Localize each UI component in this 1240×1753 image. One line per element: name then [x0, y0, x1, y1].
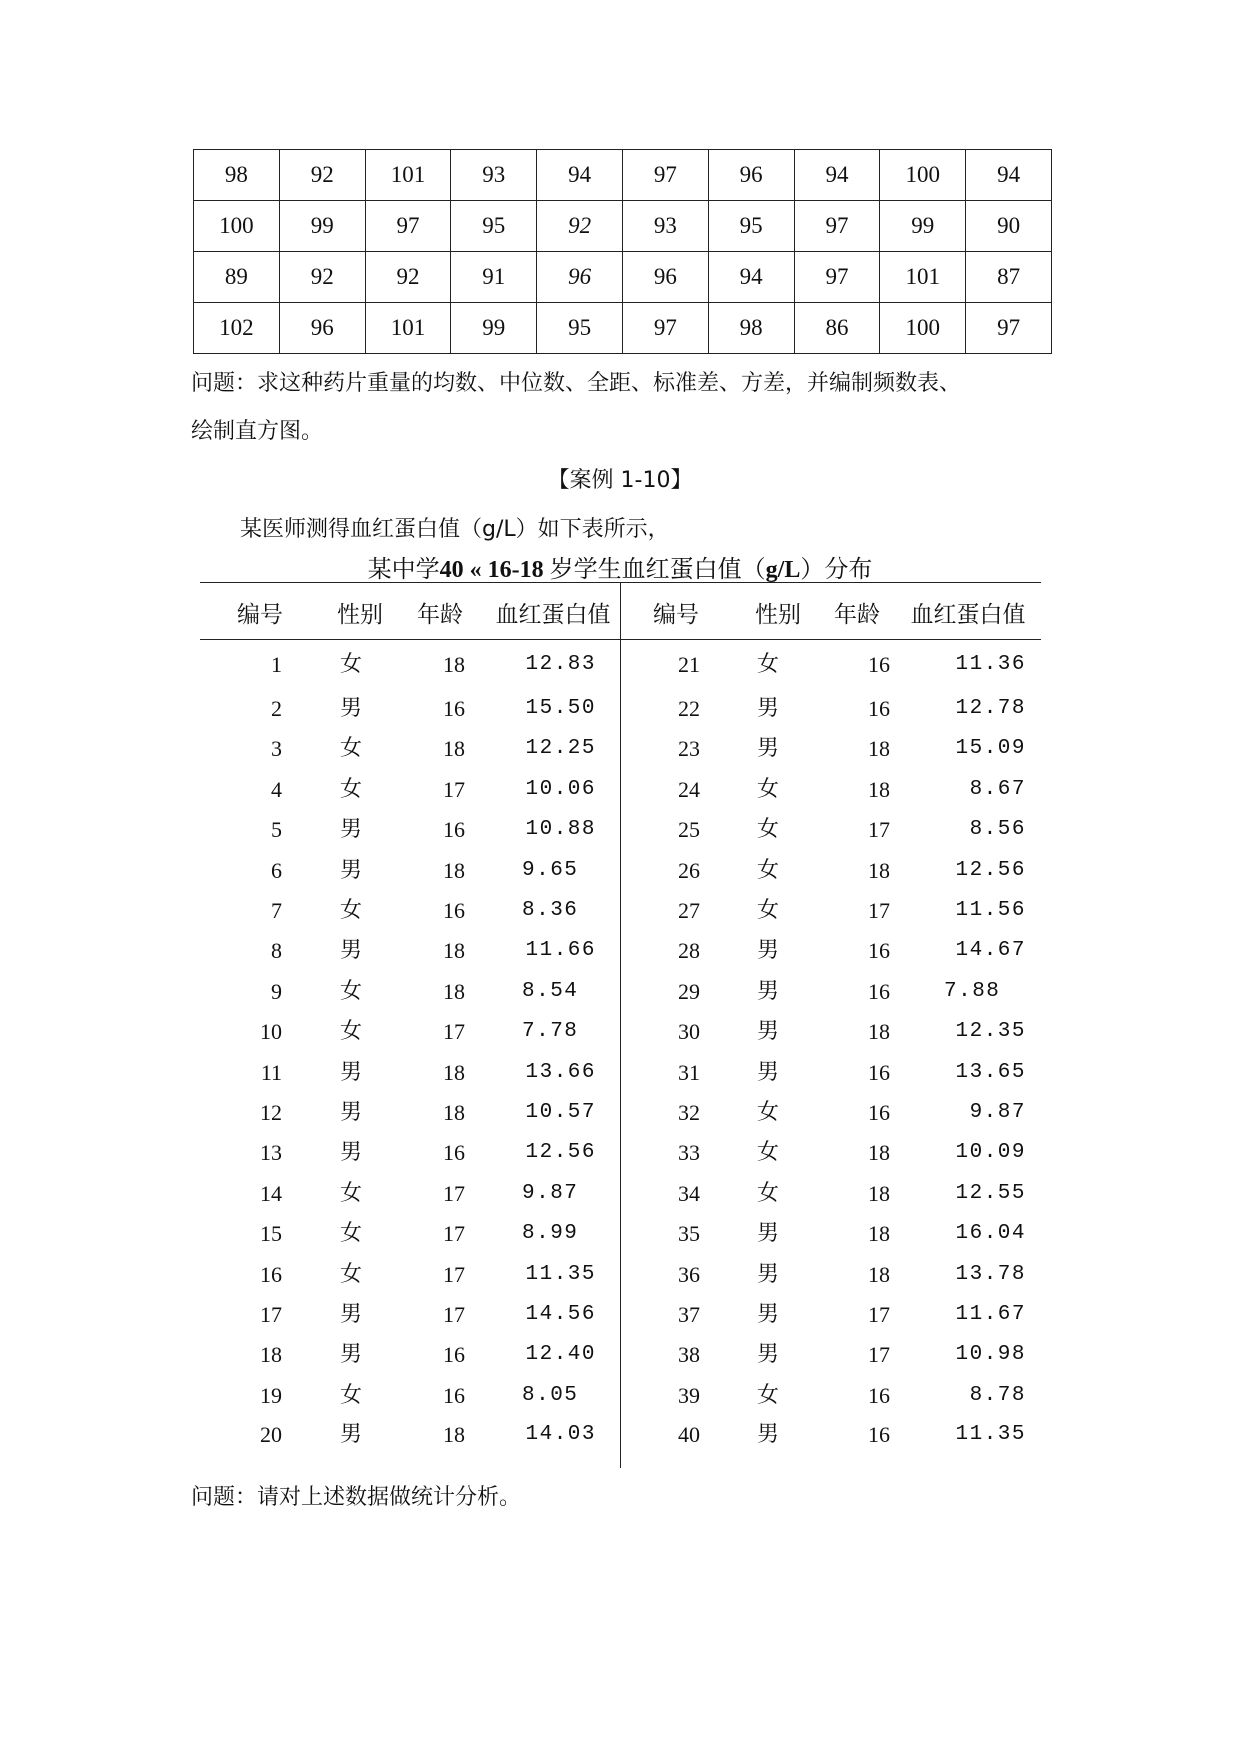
- row-sex: 男: [340, 696, 363, 721]
- row-sex: 男: [757, 1262, 780, 1287]
- question-1-line-2: 绘制直方图。: [191, 419, 324, 444]
- weights-cell: 97: [622, 150, 708, 201]
- row-id: 40: [678, 1422, 700, 1447]
- row-age: 17: [868, 1342, 890, 1367]
- row-id: 33: [678, 1140, 700, 1165]
- row-id: 16: [260, 1262, 282, 1287]
- weights-cell: 100: [194, 201, 280, 252]
- caption-mid: « 16-18: [463, 557, 550, 583]
- row-hemoglobin: 14.56: [525, 1303, 596, 1326]
- row-id: 28: [678, 938, 700, 963]
- row-hemoglobin: 8.54: [522, 980, 579, 1003]
- row-age: 16: [443, 817, 465, 842]
- weights-row: [194, 252, 1052, 303]
- row-hemoglobin: 8.67: [969, 778, 1026, 801]
- row-hemoglobin: 11.35: [525, 1263, 596, 1286]
- row-sex: 男: [757, 1221, 780, 1246]
- row-id: 36: [678, 1262, 700, 1287]
- row-id: 22: [678, 696, 700, 721]
- row-age: 16: [868, 1060, 890, 1085]
- row-age: 18: [868, 736, 890, 761]
- header-id-left: 编号: [237, 602, 283, 628]
- row-age: 17: [443, 1019, 465, 1044]
- row-id: 23: [678, 736, 700, 761]
- weights-cell: 95: [708, 201, 794, 252]
- row-hemoglobin: 8.36: [522, 899, 579, 922]
- row-id: 2: [271, 696, 282, 721]
- row-sex: 女: [757, 1100, 780, 1125]
- row-age: 16: [868, 652, 890, 677]
- row-age: 18: [443, 736, 465, 761]
- row-hemoglobin: 11.67: [955, 1303, 1026, 1326]
- weights-cell: 101: [365, 303, 451, 354]
- row-hemoglobin: 10.57: [525, 1101, 596, 1124]
- row-age: 17: [443, 1302, 465, 1327]
- row-id: 30: [678, 1019, 700, 1044]
- weights-cell: 99: [279, 201, 365, 252]
- row-id: 32: [678, 1100, 700, 1125]
- row-sex: 男: [340, 1060, 363, 1085]
- row-id: 25: [678, 817, 700, 842]
- weights-cell: 94: [708, 252, 794, 303]
- row-id: 9: [271, 979, 282, 1004]
- row-sex: 男: [340, 1100, 363, 1125]
- row-id: 10: [260, 1019, 282, 1044]
- row-hemoglobin: 8.99: [522, 1222, 579, 1245]
- row-age: 18: [868, 1181, 890, 1206]
- row-sex: 女: [757, 898, 780, 923]
- row-age: 16: [443, 898, 465, 923]
- caption-post: 岁学生血红蛋白值（: [549, 557, 766, 583]
- weights-cell: 101: [365, 150, 451, 201]
- row-age: 18: [868, 1019, 890, 1044]
- row-id: 24: [678, 777, 700, 802]
- row-id: 31: [678, 1060, 700, 1085]
- row-age: 17: [443, 1181, 465, 1206]
- row-id: 13: [260, 1140, 282, 1165]
- weights-cell: 97: [365, 201, 451, 252]
- weights-cell: 94: [537, 150, 623, 201]
- row-id: 1: [271, 652, 282, 677]
- row-sex: 男: [757, 1342, 780, 1367]
- row-id: 38: [678, 1342, 700, 1367]
- row-age: 18: [443, 979, 465, 1004]
- weights-cell: 92: [279, 252, 365, 303]
- row-id: 8: [271, 938, 282, 963]
- row-id: 12: [260, 1100, 282, 1125]
- row-id: 17: [260, 1302, 282, 1327]
- row-hemoglobin: 12.56: [955, 859, 1026, 882]
- row-age: 18: [868, 1221, 890, 1246]
- row-age: 16: [443, 1342, 465, 1367]
- row-age: 16: [868, 1100, 890, 1125]
- row-sex: 女: [340, 1262, 363, 1287]
- row-age: 17: [443, 1262, 465, 1287]
- row-hemoglobin: 11.56: [955, 899, 1026, 922]
- row-age: 18: [443, 1100, 465, 1125]
- caption-n: 40: [439, 557, 464, 583]
- row-sex: 男: [340, 817, 363, 842]
- caption-pre: 某中学: [367, 557, 440, 583]
- caption-unit: g/L: [765, 557, 801, 583]
- row-hemoglobin: 14.67: [955, 939, 1026, 962]
- weights-cell: 98: [708, 303, 794, 354]
- row-hemoglobin: 7.78: [522, 1020, 579, 1043]
- row-hemoglobin: 10.09: [955, 1141, 1026, 1164]
- row-sex: 女: [757, 1383, 780, 1408]
- weights-cell: 93: [451, 150, 537, 201]
- weights-cell: 96: [622, 252, 708, 303]
- row-hemoglobin: 12.78: [955, 697, 1026, 720]
- row-age: 17: [443, 777, 465, 802]
- row-id: 27: [678, 898, 700, 923]
- row-sex: 男: [340, 1302, 363, 1327]
- weights-cell: 96: [279, 303, 365, 354]
- weights-cell: 100: [880, 303, 966, 354]
- weights-cell: 97: [622, 303, 708, 354]
- row-sex: 男: [757, 1302, 780, 1327]
- weights-row: [194, 150, 1052, 201]
- weights-cell: 96: [708, 150, 794, 201]
- row-id: 35: [678, 1221, 700, 1246]
- row-age: 18: [868, 1262, 890, 1287]
- weights-cell: 97: [794, 252, 880, 303]
- row-sex: 女: [757, 858, 780, 883]
- row-sex: 女: [340, 1019, 363, 1044]
- row-sex: 男: [340, 1422, 363, 1447]
- weights-cell: 92: [537, 201, 623, 252]
- row-id: 7: [271, 898, 282, 923]
- row-sex: 女: [340, 736, 363, 761]
- row-hemoglobin: 9.65: [522, 859, 579, 882]
- weights-row: [194, 303, 1052, 354]
- weights-cell: 90: [966, 201, 1052, 252]
- row-hemoglobin: 14.03: [525, 1423, 596, 1446]
- row-age: 18: [868, 858, 890, 883]
- row-hemoglobin: 13.66: [525, 1061, 596, 1084]
- row-sex: 女: [340, 1181, 363, 1206]
- weights-cell: 86: [794, 303, 880, 354]
- row-hemoglobin: 9.87: [969, 1101, 1026, 1124]
- row-sex: 女: [340, 652, 363, 677]
- weights-cell: 100: [880, 150, 966, 201]
- row-hemoglobin: 12.83: [525, 653, 596, 676]
- row-age: 18: [443, 858, 465, 883]
- row-sex: 男: [757, 736, 780, 761]
- row-age: 16: [868, 1383, 890, 1408]
- row-hemoglobin: 8.78: [969, 1384, 1026, 1407]
- row-hemoglobin: 12.35: [955, 1020, 1026, 1043]
- header-value-right: 血红蛋白值: [910, 602, 1026, 628]
- row-age: 16: [443, 1383, 465, 1408]
- row-sex: 女: [757, 817, 780, 842]
- row-age: 17: [868, 1302, 890, 1327]
- row-age: 17: [868, 817, 890, 842]
- row-hemoglobin: 10.06: [525, 778, 596, 801]
- weights-cell: 92: [365, 252, 451, 303]
- row-age: 18: [868, 1140, 890, 1165]
- weights-row: [194, 201, 1052, 252]
- row-sex: 男: [757, 938, 780, 963]
- header-age-right: 年龄: [834, 602, 880, 628]
- caption-end: ）分布: [800, 557, 873, 583]
- row-age: 18: [443, 1060, 465, 1085]
- weights-cell: 95: [537, 303, 623, 354]
- row-age: 16: [868, 696, 890, 721]
- row-id: 5: [271, 817, 282, 842]
- row-hemoglobin: 11.36: [955, 653, 1026, 676]
- row-hemoglobin: 8.05: [522, 1384, 579, 1407]
- row-age: 18: [443, 938, 465, 963]
- row-hemoglobin: 10.88: [525, 818, 596, 841]
- row-sex: 男: [757, 1060, 780, 1085]
- row-sex: 女: [757, 777, 780, 802]
- row-id: 15: [260, 1221, 282, 1246]
- weights-cell: 102: [194, 303, 280, 354]
- row-sex: 男: [340, 938, 363, 963]
- weights-cell: 96: [537, 252, 623, 303]
- row-hemoglobin: 9.87: [522, 1182, 579, 1205]
- row-id: 20: [260, 1422, 282, 1447]
- row-id: 4: [271, 777, 282, 802]
- row-id: 18: [260, 1342, 282, 1367]
- header-id-right: 编号: [653, 602, 699, 628]
- weights-cell: 98: [194, 150, 280, 201]
- row-sex: 女: [757, 1140, 780, 1165]
- row-sex: 女: [757, 652, 780, 677]
- row-hemoglobin: 12.56: [525, 1141, 596, 1164]
- intro-text: 某医师测得血红蛋白值（g/L）如下表所示，: [240, 517, 670, 542]
- weights-cell: 95: [451, 201, 537, 252]
- row-hemoglobin: 12.55: [955, 1182, 1026, 1205]
- weights-cell: 97: [794, 201, 880, 252]
- row-hemoglobin: 13.65: [955, 1061, 1026, 1084]
- weights-cell: 99: [880, 201, 966, 252]
- row-id: 6: [271, 858, 282, 883]
- row-sex: 男: [757, 1019, 780, 1044]
- row-id: 26: [678, 858, 700, 883]
- row-id: 37: [678, 1302, 700, 1327]
- weights-cell: 91: [451, 252, 537, 303]
- row-id: 19: [260, 1383, 282, 1408]
- row-id: 21: [678, 652, 700, 677]
- weights-cell: 97: [966, 303, 1052, 354]
- weights-cell: 92: [279, 150, 365, 201]
- row-age: 17: [443, 1221, 465, 1246]
- row-hemoglobin: 11.35: [955, 1423, 1026, 1446]
- header-sex-left: 性别: [337, 602, 383, 628]
- weights-cell: 94: [794, 150, 880, 201]
- row-hemoglobin: 11.66: [525, 939, 596, 962]
- row-hemoglobin: 10.98: [955, 1343, 1026, 1366]
- row-age: 18: [868, 777, 890, 802]
- row-sex: 女: [340, 979, 363, 1004]
- row-sex: 男: [757, 979, 780, 1004]
- row-age: 18: [443, 1422, 465, 1447]
- row-age: 18: [443, 652, 465, 677]
- row-sex: 女: [340, 777, 363, 802]
- row-age: 16: [868, 979, 890, 1004]
- weights-cell: 89: [194, 252, 280, 303]
- row-hemoglobin: 12.40: [525, 1343, 596, 1366]
- row-hemoglobin: 13.78: [955, 1263, 1026, 1286]
- row-hemoglobin: 15.09: [955, 737, 1026, 760]
- weights-cell: 93: [622, 201, 708, 252]
- row-id: 34: [678, 1181, 700, 1206]
- row-hemoglobin: 16.04: [955, 1222, 1026, 1245]
- question-1-line-1: 问题：求这种药片重量的均数、中位数、全距、标准差、方差，并编制频数表、: [191, 371, 962, 396]
- row-age: 17: [868, 898, 890, 923]
- row-id: 29: [678, 979, 700, 1004]
- weights-table: [193, 149, 1052, 354]
- row-sex: 男: [340, 1140, 363, 1165]
- row-sex: 女: [340, 898, 363, 923]
- table-caption: [0, 549, 1240, 584]
- row-hemoglobin: 8.56: [969, 818, 1026, 841]
- row-sex: 女: [340, 1221, 363, 1246]
- weights-cell: 87: [966, 252, 1052, 303]
- weights-cell: 101: [880, 252, 966, 303]
- row-sex: 女: [340, 1383, 363, 1408]
- row-hemoglobin: 7.88: [944, 980, 1001, 1003]
- row-sex: 女: [757, 1181, 780, 1206]
- row-id: 14: [260, 1181, 282, 1206]
- row-sex: 男: [340, 1342, 363, 1367]
- row-id: 3: [271, 736, 282, 761]
- question-2: 问题：请对上述数据做统计分析。: [191, 1485, 522, 1510]
- row-id: 39: [678, 1383, 700, 1408]
- row-hemoglobin: 12.25: [525, 737, 596, 760]
- row-sex: 男: [757, 696, 780, 721]
- row-age: 16: [868, 1422, 890, 1447]
- weights-cell: 94: [966, 150, 1052, 201]
- row-sex: 男: [757, 1422, 780, 1447]
- header-age-left: 年龄: [417, 602, 463, 628]
- header-value-left: 血红蛋白值: [495, 602, 611, 628]
- case-title: 【案例 1-10】: [547, 468, 693, 493]
- row-age: 16: [443, 1140, 465, 1165]
- row-age: 16: [868, 938, 890, 963]
- row-hemoglobin: 15.50: [525, 697, 596, 720]
- row-id: 11: [260, 1060, 282, 1085]
- row-sex: 男: [340, 858, 363, 883]
- weights-cell: 99: [451, 303, 537, 354]
- header-sex-right: 性别: [755, 602, 801, 628]
- row-age: 16: [443, 696, 465, 721]
